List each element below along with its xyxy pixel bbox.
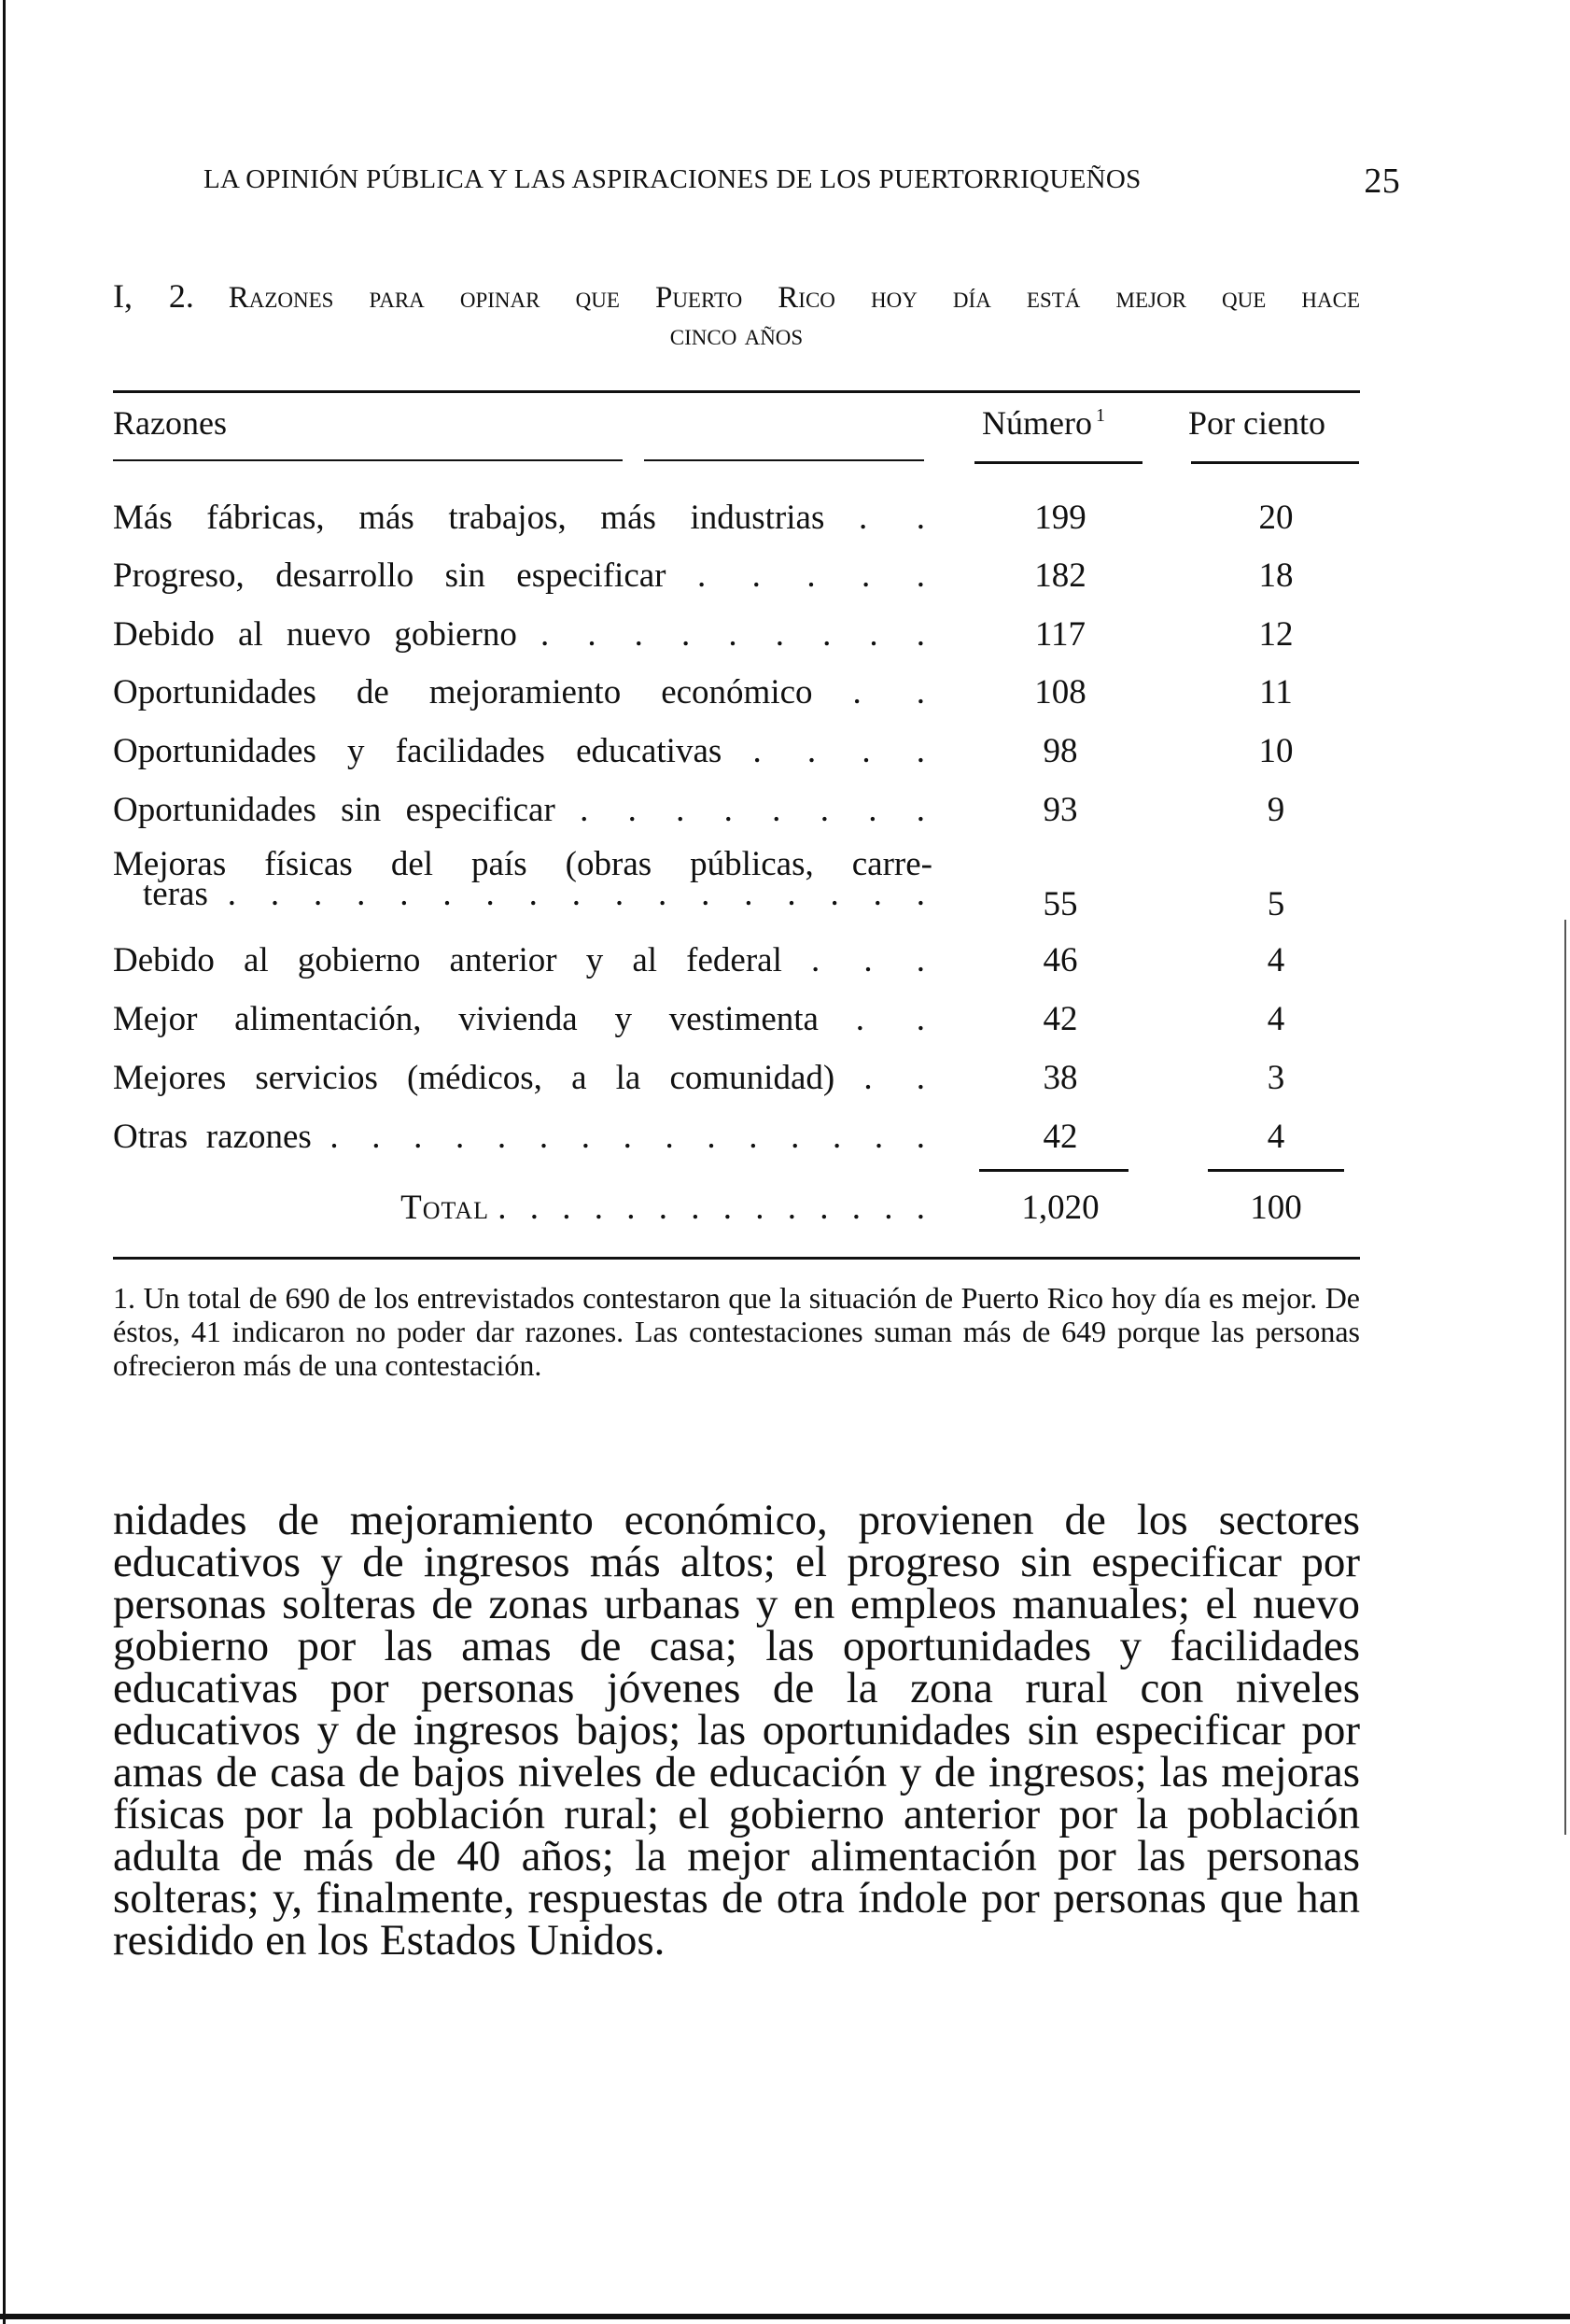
footnote-ref: 1	[1095, 405, 1105, 426]
row-reason	[113, 498, 932, 538]
row-reason	[113, 672, 932, 712]
reason-text: Debido al gobierno anterior y al federal	[113, 941, 782, 979]
row-percent: 4	[1267, 1000, 1285, 1038]
row-number: 182	[1034, 556, 1086, 595]
dot-leader: . . . . . . . . . . . . . .	[498, 1189, 932, 1227]
row-percent: 9	[1267, 791, 1285, 829]
row-reason	[113, 556, 932, 596]
column-header-number	[982, 403, 1105, 443]
table-row	[113, 940, 1360, 987]
row-reason	[113, 731, 932, 771]
dot-leader: . . . . . . . . . . . . . . . . .	[227, 875, 932, 909]
row-reason	[113, 940, 932, 980]
total-rule-number	[979, 1169, 1128, 1172]
column-header-reasons: Razones	[113, 404, 227, 442]
row-percent: 3	[1267, 1059, 1285, 1097]
reason-text: Mejores servicios (médicos, a la comunidad)	[113, 1059, 835, 1097]
row-number: 55	[1043, 885, 1078, 923]
page-number: 25	[1364, 162, 1400, 201]
running-title: LA OPINIÓN PÚBLICA Y LAS ASPIRACIONES DE LOS PUERTORRIQUEÑOS	[203, 164, 1142, 194]
reason-text: Progreso, desarrollo sin especificar	[113, 556, 666, 595]
dot-leader: . . .	[811, 941, 932, 979]
reason-text-continued: teras	[143, 875, 208, 909]
running-head	[203, 162, 1400, 201]
row-percent: 4	[1267, 941, 1285, 979]
row-number: 42	[1043, 1118, 1078, 1156]
total-row	[113, 1188, 1360, 1234]
table-row	[113, 1058, 1360, 1105]
header-underline-reasons-a	[113, 459, 623, 461]
table-footnote: 1. Un total de 690 de los entrevistados contestaron que la situación de Puerto Rico hoy día es mejor. De éstos, 41 indicaron no poder dar razones. Las contestaciones suman más de 649 porque las personas ofrecieron más de una contestación.	[113, 1281, 1360, 1382]
row-number: 42	[1043, 1000, 1078, 1038]
header-underline-percent	[1191, 461, 1359, 464]
table-row	[113, 850, 1360, 924]
reason-text: Mejor alimentación, vivienda y vestimenta	[113, 1000, 819, 1038]
row-number: 38	[1043, 1059, 1078, 1097]
header-underline-reasons-b	[644, 459, 924, 461]
table-row	[113, 999, 1360, 1046]
row-number: 199	[1034, 499, 1086, 537]
row-percent: 5	[1267, 885, 1285, 923]
column-header-percent: Por ciento	[1188, 404, 1325, 442]
row-percent: 10	[1258, 732, 1294, 770]
reason-text: Oportunidades y facilidades educativas	[113, 732, 722, 770]
dot-leader: . . . .	[752, 732, 932, 770]
table-top-rule	[113, 390, 1360, 393]
table-row	[113, 1117, 1360, 1163]
reason-text: Debido al nuevo gobierno	[113, 615, 517, 654]
reason-text: Oportunidades sin especificar	[113, 791, 555, 829]
total-label-text: Total	[400, 1189, 489, 1227]
reason-text: Otras razones	[113, 1118, 312, 1156]
table-row	[113, 790, 1360, 837]
row-reason	[113, 999, 932, 1039]
total-label	[113, 1188, 932, 1228]
total-percent: 100	[1250, 1189, 1302, 1227]
table-row	[113, 731, 1360, 778]
row-number: 93	[1043, 791, 1078, 829]
dot-leader: . .	[863, 1059, 932, 1097]
total-number: 1,020	[1021, 1189, 1100, 1227]
row-number: 98	[1043, 732, 1078, 770]
row-reason	[113, 1058, 932, 1098]
row-reason	[113, 850, 932, 909]
dot-leader: . .	[855, 1000, 932, 1038]
table-title-line-2: cinco años	[669, 318, 804, 352]
dot-leader: . .	[852, 673, 932, 711]
reason-text: Mejoras físicas del país (obras públicas, carre-	[113, 850, 932, 883]
table-title	[113, 278, 1360, 353]
table-title-text: Razones para opinar que Puerto Rico hoy día está mejor que hace	[228, 281, 1360, 315]
row-percent: 12	[1258, 615, 1294, 654]
dot-leader: . . . . . . . . .	[540, 615, 932, 654]
table-row	[113, 498, 1360, 544]
row-reason	[113, 1117, 932, 1157]
table-row	[113, 614, 1360, 661]
table-title-line-1	[113, 278, 1360, 317]
page-right-edge-mark	[1564, 920, 1566, 1835]
row-number: 117	[1034, 615, 1086, 654]
table-row	[113, 556, 1360, 602]
row-reason	[113, 614, 932, 655]
dot-leader: . . . . .	[696, 556, 932, 595]
dot-leader: . .	[858, 499, 932, 537]
row-reason	[113, 790, 932, 830]
column-header-number-label: Número	[982, 404, 1092, 442]
table-number: I, 2.	[113, 277, 194, 315]
page-bottom-edge	[0, 2314, 1570, 2319]
reason-text: Más fábricas, más trabajos, más industrias	[113, 499, 825, 537]
row-number: 46	[1043, 941, 1078, 979]
row-percent: 20	[1258, 499, 1294, 537]
table-bottom-rule	[113, 1257, 1360, 1260]
table-row	[113, 672, 1360, 719]
row-percent: 11	[1259, 673, 1293, 711]
page-left-edge	[3, 0, 6, 2324]
dot-leader: . . . . . . . .	[580, 791, 932, 829]
header-underline-number	[974, 461, 1142, 464]
reason-text: Oportunidades de mejoramiento económico	[113, 673, 813, 711]
total-rule-percent	[1208, 1169, 1344, 1172]
row-percent: 4	[1267, 1118, 1285, 1156]
dot-leader: . . . . . . . . . . . . . . .	[329, 1118, 932, 1156]
body-paragraph: nidades de mejoramiento económico, provienen de los sectores educativos y de ingresos más altos; el progreso sin especificar por personas solteras de zonas urbanas y en empleos manuales; el nuevo gobierno por las amas de casa; las oportunidades y facilidades educativas por personas jóvenes de la zona rural con niveles educativos y de ingresos bajos; las oportunidades sin especificar por amas de casa de bajos niveles de educación y de ingresos; las mejoras físicas por la población rural; el gobierno anterior por la población adulta de más de 40 años; la mejor alimentación por las personas solteras; y, finalmente, respuestas de otra índole por personas que han residido en los Estados Unidos.	[113, 1496, 1360, 1965]
row-percent: 18	[1258, 556, 1294, 595]
row-number: 108	[1034, 673, 1086, 711]
